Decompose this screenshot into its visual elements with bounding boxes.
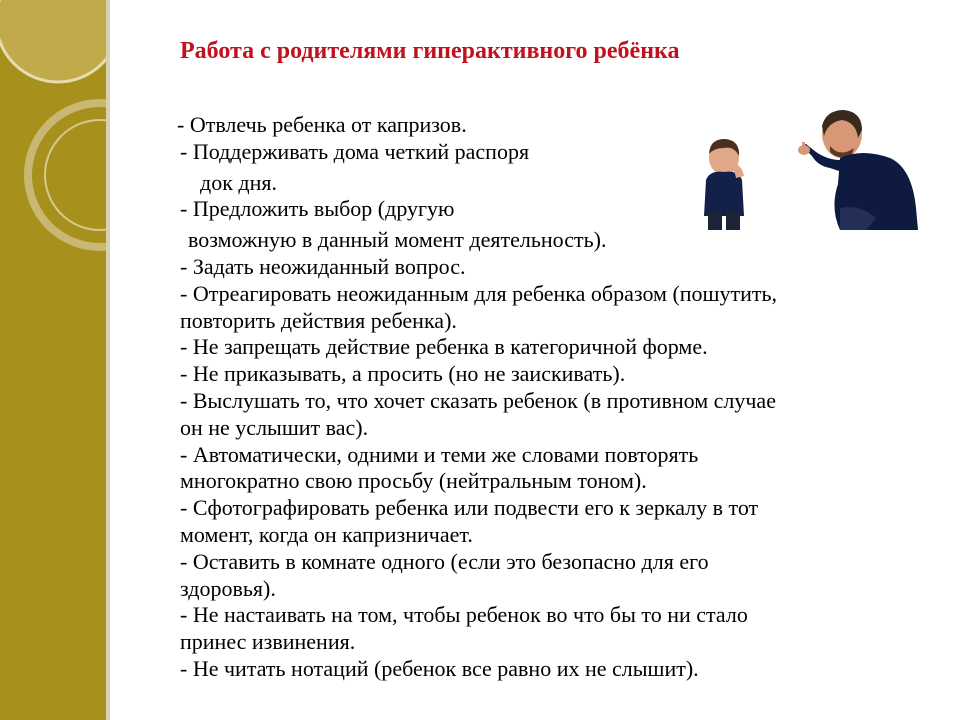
sidebar-divider bbox=[106, 0, 110, 720]
list-item: - Оставить в комнате одного (если это безопасно для его bbox=[180, 548, 709, 574]
list-item-continuation: принес извинения. bbox=[180, 629, 356, 655]
list-item: - Задать неожиданный вопрос. bbox=[180, 253, 466, 279]
list-item: - Предложить выбор (другую bbox=[180, 196, 455, 222]
list-item: - Не настаивать на том, чтобы ребенок во что бы то ни стало bbox=[180, 602, 748, 628]
list-item-continuation: док дня. bbox=[200, 169, 277, 195]
slide-title: Работа с родителями гиперактивного ребёнка bbox=[180, 38, 680, 64]
list-item: - Отреагировать неожиданным для ребенка образом (пошутить, bbox=[180, 280, 778, 306]
list-item-continuation: повторить действия ребенка). bbox=[180, 307, 457, 333]
list-item: - Автоматически, одними и теми же словами повторять bbox=[180, 441, 699, 467]
circle-decoration-icon bbox=[0, 0, 106, 720]
list-item-continuation: момент, когда он капризничает. bbox=[180, 521, 473, 547]
recommendations-list bbox=[177, 112, 950, 683]
list-item: - Поддерживать дома четкий распоря bbox=[180, 138, 530, 164]
list-item: - Отвлечь ребенка от капризов. bbox=[177, 112, 467, 137]
list-item: - Не читать нотаций (ребенок все равно их не слышит). bbox=[180, 655, 699, 681]
list-item-continuation: он не услышит вас). bbox=[180, 414, 369, 440]
decorative-sidebar bbox=[0, 0, 106, 720]
list-item: - Не приказывать, а просить (но не заискивать). bbox=[180, 361, 626, 387]
list-item-continuation: здоровья). bbox=[180, 575, 276, 601]
list-item-continuation: возможную в данный момент деятельность). bbox=[188, 227, 607, 253]
list-item: - Не запрещать действие ребенка в категоричной форме. bbox=[180, 334, 708, 360]
list-item-continuation: многократно свою просьбу (нейтральным тоном). bbox=[180, 468, 647, 494]
list-item: - Выслушать то, что хочет сказать ребенок (в противном случае bbox=[180, 387, 776, 413]
list-item: - Сфотографировать ребенка или подвести его к зеркалу в тот bbox=[180, 495, 759, 521]
